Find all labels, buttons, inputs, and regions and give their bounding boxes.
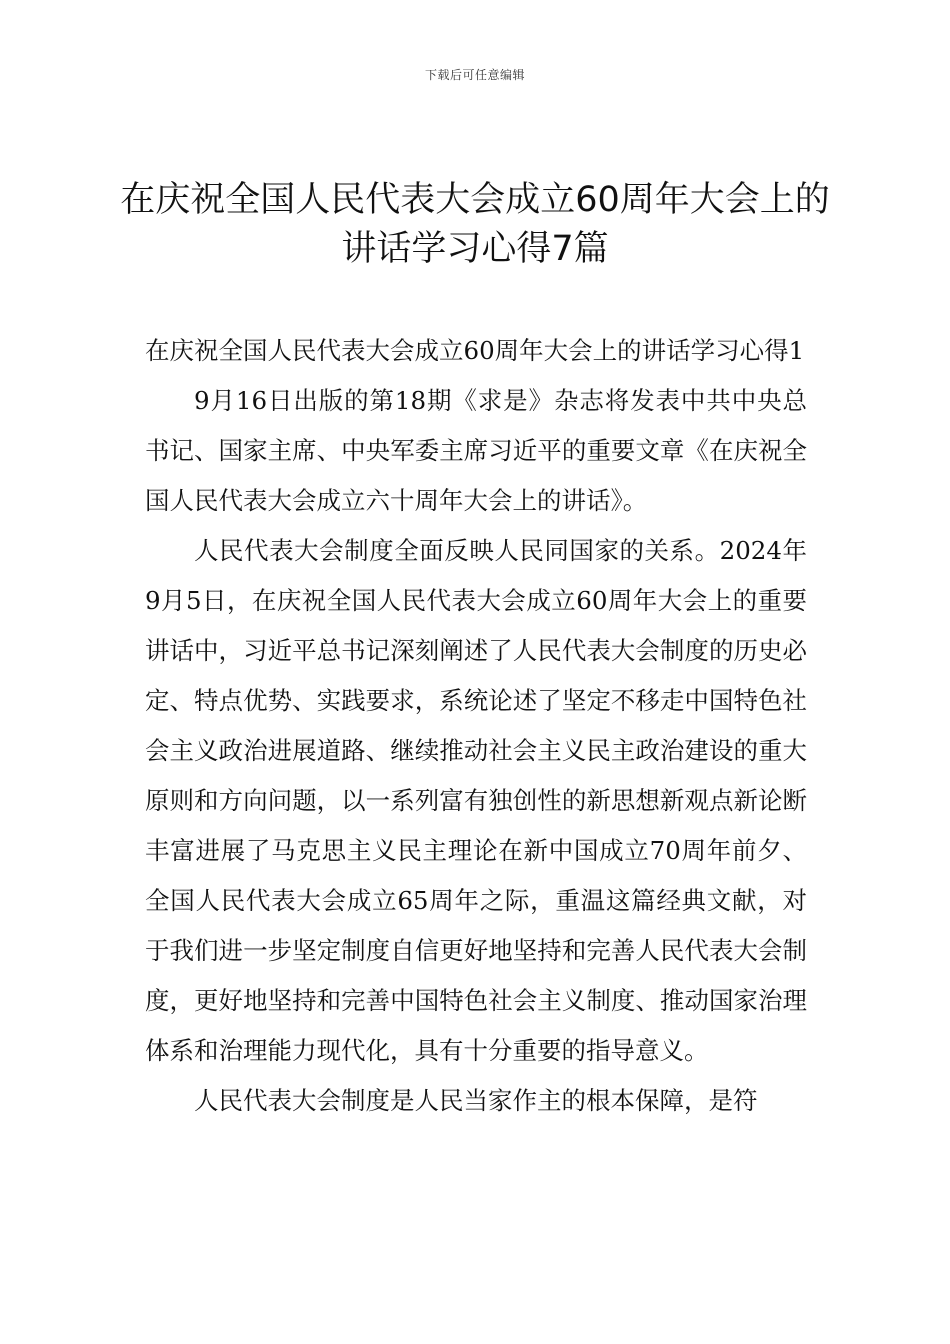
paragraph-2: 人民代表大会制度全面反映人民同国家的关系。2024年9月5日，在庆祝全国人民代表大会成立60周年大会上的重要讲话中，习近平总书记深刻阐述了人民代表大会制度的历史必定、特点优势、实践要求，系统论述了坚定不移走中国特色社会主义政治进展道路、继续推动社会主义民主政治建设的重大原则和方向问题，以一系列富有独创性的新思想新观点新论断丰富进展了马克思主义民主理论在新中国成立70周年前夕、全国人民代表大会成立65周年之际，重温这篇经典文献，对于我们进一步坚定制度自信更好地坚持和完善人民代表大会制度，更好地坚持和完善中国特色社会主义制度、推动国家治理体系和治理能力现代化，具有十分重要的指导意义。 [145,536,807,1065]
paragraph-1: 9月16日出版的第18期《求是》杂志将发表中共中央总书记、国家主席、中央军委主席习近平的重要文章《在庆祝全国人民代表大会成立六十周年大会上的讲话》。 [145,386,807,515]
header-note: 下载后可任意编辑 [424,68,525,82]
document-title: 在庆祝全国人民代表大会成立60周年大会上的讲话学习心得7篇 [120,180,830,269]
document-body [145,326,807,1126]
paragraph-3: 人民代表大会制度是人民当家作主的根本保障，是符 [194,1086,758,1115]
section-heading: 在庆祝全国人民代表大会成立60周年大会上的讲话学习心得1 [145,336,805,365]
